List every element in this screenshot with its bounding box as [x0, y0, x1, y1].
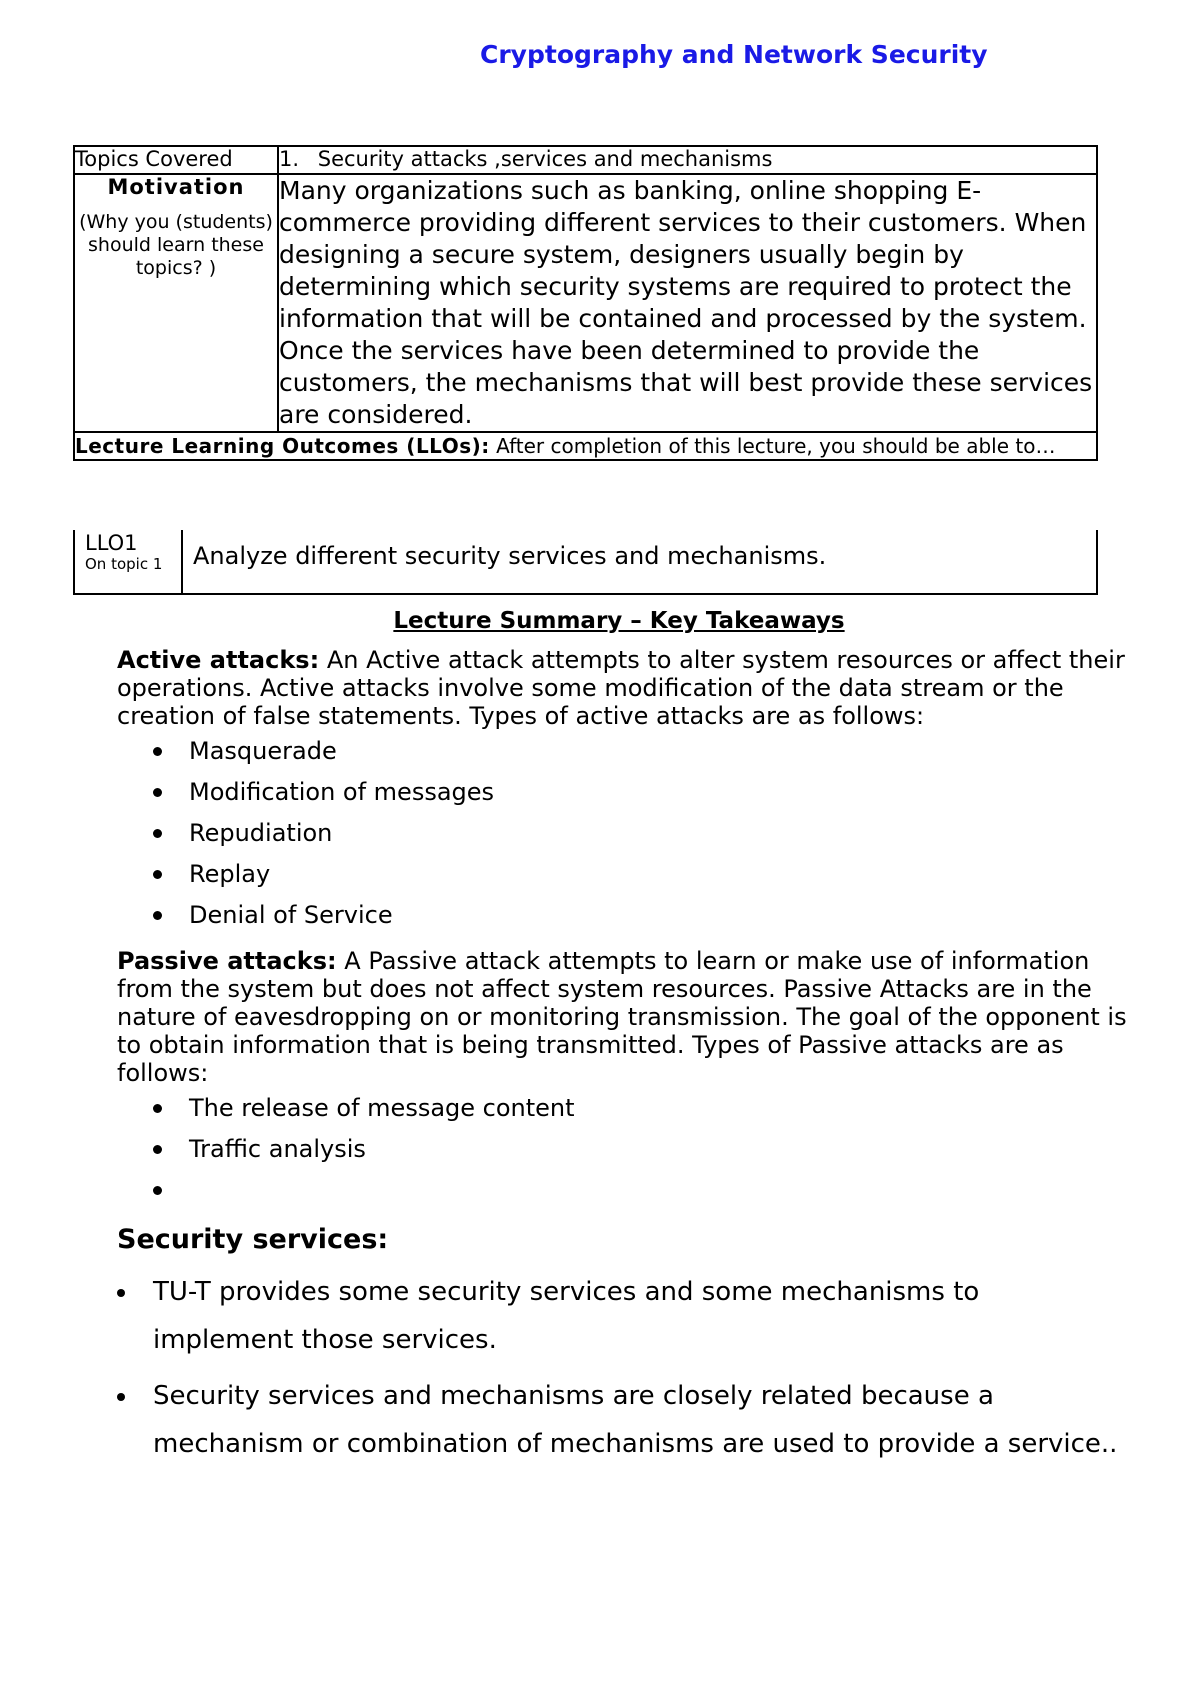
active-attacks-paragraph: [117, 646, 1127, 730]
security-services-item-text: Security services and mechanisms are closely related because a mechanism or combination of mechanisms are used to provide a service..: [153, 1381, 1118, 1459]
bullet-icon: [153, 1145, 162, 1154]
list-item: [117, 777, 1127, 818]
list-item: [117, 1372, 1127, 1468]
llo-row: [74, 530, 1097, 594]
list-item: [117, 1134, 1127, 1175]
list-item-text: Modification of messages: [189, 778, 495, 806]
topics-row: [74, 146, 1097, 174]
motivation-text: Many organizations such as banking, online shopping E-commerce providing different services to their customers. When designing a secure system, designers usually begin by determining which security systems are required to protect the information that will be contained and processed by the system. Once the services have been determined to provide the customers, the mechanisms that will best provide these services are considered.: [278, 174, 1097, 432]
topic-text: Security attacks ,services and mechanisms: [317, 147, 773, 171]
motivation-label-cell: [74, 174, 278, 432]
bullet-icon: [153, 747, 162, 756]
passive-attacks-label: Passive attacks:: [117, 947, 337, 975]
motivation-row: [74, 174, 1097, 432]
bullet-icon: [117, 1289, 125, 1297]
list-item-text: Traffic analysis: [189, 1135, 366, 1163]
bullet-icon: [153, 911, 162, 920]
bullet-icon: [153, 870, 162, 879]
document-title: Cryptography and Network Security: [480, 40, 988, 69]
list-item: [117, 1268, 1127, 1364]
list-item-text: Replay: [189, 860, 271, 888]
llo-topic-ref: On topic 1: [85, 555, 163, 573]
llo-heading-row: [74, 432, 1097, 460]
list-item-text: Masquerade: [189, 737, 337, 765]
list-item: [117, 736, 1127, 777]
bullet-icon: [117, 1393, 125, 1401]
topic-number: 1.: [279, 147, 300, 171]
motivation-title: Motivation: [107, 175, 245, 199]
passive-attacks-text: A Passive attack attempts to learn or make use of information from the system but does not affect system resources. Passive Attacks are in the nature of eavesdropping on or monitoring transmission. The goal of the opponent is to obtain information that is being transmitted. Types of Passive attacks are as follows:: [117, 947, 1127, 1087]
list-item-text: Denial of Service: [189, 901, 393, 929]
security-services-heading: Security services:: [117, 1224, 389, 1255]
list-item: [117, 818, 1127, 859]
list-item-text: Repudiation: [189, 819, 333, 847]
passive-attacks-paragraph: [117, 947, 1127, 1087]
list-item: [117, 1093, 1127, 1134]
security-services-item-text: TU-T provides some security services and some mechanisms to implement those services.: [153, 1277, 980, 1355]
llo-code: LLO1: [85, 531, 138, 555]
active-attacks-list: [117, 736, 1127, 941]
bullet-icon: [153, 829, 162, 838]
active-attacks-label: Active attacks:: [117, 646, 320, 674]
llo-table: [73, 530, 1098, 595]
bullet-icon: [153, 1104, 162, 1113]
lecture-summary-heading: Lecture Summary – Key Takeaways: [393, 608, 845, 634]
llo-text: Analyze different security services and mechanisms.: [182, 530, 1097, 594]
llo-code-cell: [74, 530, 182, 594]
llo-heading-label: Lecture Learning Outcomes (LLOs):: [75, 434, 490, 458]
lecture-info-table: [73, 145, 1098, 461]
llo-heading-text: After completion of this lecture, you should be able to…: [496, 434, 1056, 458]
active-attacks-text: An Active attack attempts to alter system resources or affect their operations. Active attacks involve some modification of the data stream or the creation of false statements. Types of active attacks are as follows:: [117, 646, 1125, 730]
passive-attacks-list: [117, 1093, 1127, 1216]
llo-heading-cell: [74, 432, 1097, 460]
list-item: [117, 900, 1127, 941]
list-item: [117, 1175, 1127, 1216]
list-item-text: The release of message content: [189, 1094, 575, 1122]
list-item: [117, 859, 1127, 900]
bullet-icon: [153, 1186, 162, 1195]
bullet-icon: [153, 788, 162, 797]
lecture-summary-body: [117, 646, 1127, 1476]
motivation-subtitle: (Why you (students) should learn these topics? ): [79, 211, 273, 279]
topics-covered-label: Topics Covered: [74, 146, 278, 174]
topics-covered-value: [278, 146, 1097, 174]
